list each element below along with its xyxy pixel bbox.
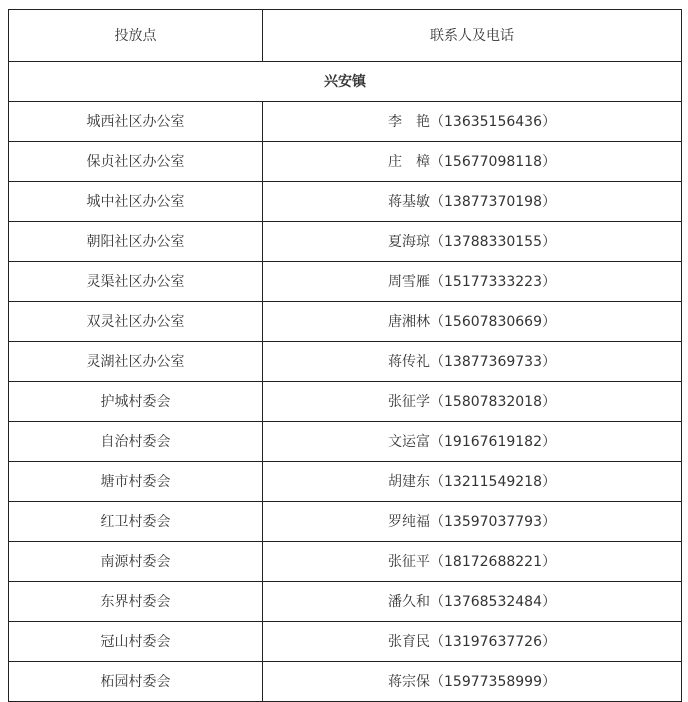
table-row — [9, 222, 682, 262]
table-row — [9, 142, 682, 182]
location-cell: 塘市村委会 — [9, 462, 263, 502]
table-row — [9, 422, 682, 462]
header-contact: 联系人及电话 — [263, 10, 682, 62]
location-cell: 城西社区办公室 — [9, 102, 263, 142]
location-cell: 柘园村委会 — [9, 662, 263, 702]
table-row — [9, 102, 682, 142]
contact-cell: 蒋基敏（13877370198） — [263, 182, 682, 222]
section-title: 兴安镇 — [9, 62, 682, 102]
location-cell: 保贞社区办公室 — [9, 142, 263, 182]
location-cell: 南源村委会 — [9, 542, 263, 582]
contact-cell: 文运富（19167619182） — [263, 422, 682, 462]
location-cell: 双灵社区办公室 — [9, 302, 263, 342]
contact-cell: 张征平（18172688221） — [263, 542, 682, 582]
contact-cell: 庄 樟（15677098118） — [263, 142, 682, 182]
contact-cell: 唐湘林（15607830669） — [263, 302, 682, 342]
table-row — [9, 182, 682, 222]
table-row — [9, 542, 682, 582]
table-row — [9, 462, 682, 502]
contact-cell: 周雪雁（15177333223） — [263, 262, 682, 302]
table-row — [9, 262, 682, 302]
location-cell: 红卫村委会 — [9, 502, 263, 542]
table-header-row — [9, 10, 682, 62]
header-location: 投放点 — [9, 10, 263, 62]
table-row — [9, 662, 682, 702]
contact-table — [8, 9, 682, 702]
contact-cell: 罗纯福（13597037793） — [263, 502, 682, 542]
contact-cell: 张征学（15807832018） — [263, 382, 682, 422]
location-cell: 城中社区办公室 — [9, 182, 263, 222]
location-cell: 冠山村委会 — [9, 622, 263, 662]
table-row — [9, 342, 682, 382]
table-row — [9, 382, 682, 422]
location-cell: 灵湖社区办公室 — [9, 342, 263, 382]
location-cell: 灵渠社区办公室 — [9, 262, 263, 302]
table-row — [9, 502, 682, 542]
table-row — [9, 582, 682, 622]
location-cell: 护城村委会 — [9, 382, 263, 422]
contact-cell: 夏海琼（13788330155） — [263, 222, 682, 262]
table-row — [9, 302, 682, 342]
contact-cell: 张育民（13197637726） — [263, 622, 682, 662]
section-row — [9, 62, 682, 102]
location-cell: 朝阳社区办公室 — [9, 222, 263, 262]
contact-cell: 蒋传礼（13877369733） — [263, 342, 682, 382]
contact-cell: 李 艳（13635156436） — [263, 102, 682, 142]
contact-cell: 胡建东（13211549218） — [263, 462, 682, 502]
contact-cell: 潘久和（13768532484） — [263, 582, 682, 622]
location-cell: 东界村委会 — [9, 582, 263, 622]
table-row — [9, 622, 682, 662]
contact-cell: 蒋宗保（15977358999） — [263, 662, 682, 702]
location-cell: 自治村委会 — [9, 422, 263, 462]
